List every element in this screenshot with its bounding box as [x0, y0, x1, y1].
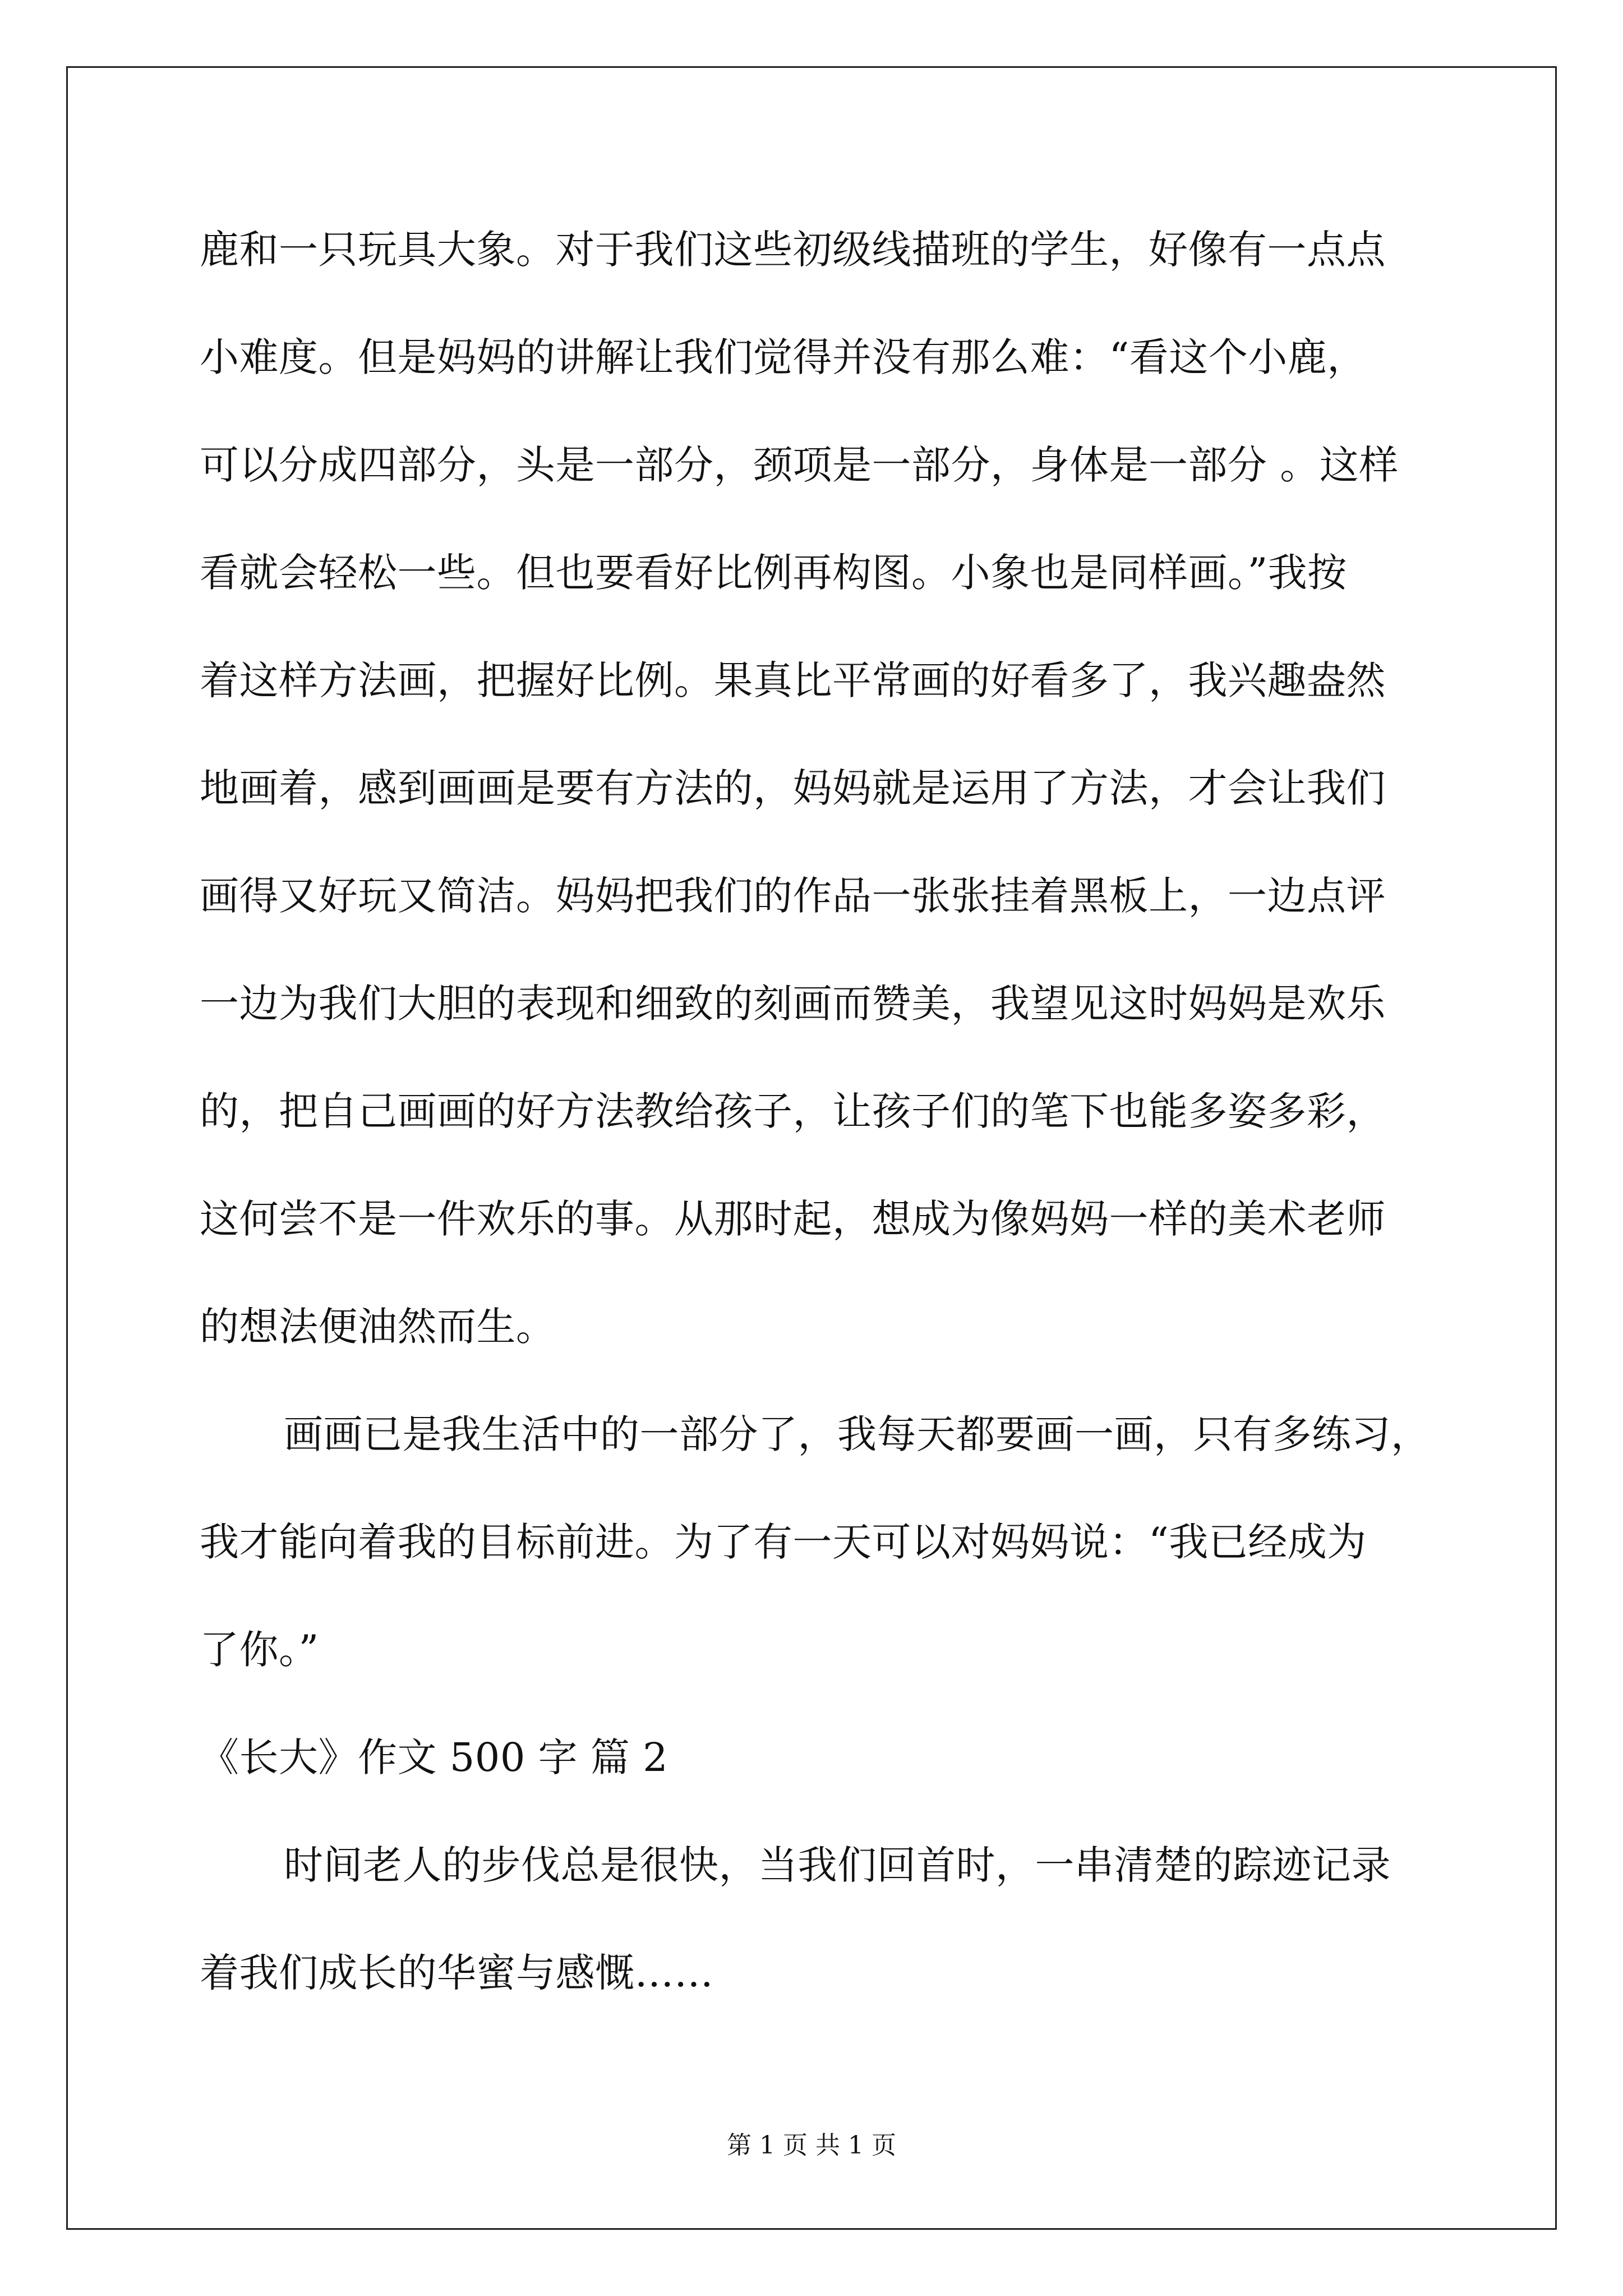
- body-line: 我才能向着我的目标前进。为了有一天可以对妈妈说：“我已经成为: [200, 1519, 1367, 1565]
- paragraph-start-line: 时间老人的步伐总是很快，当我们回首时，一串清楚的踪迹记录: [284, 1842, 1391, 1888]
- body-line: 小难度。但是妈妈的讲解让我们觉得并没有那么难：“看这个小鹿，: [200, 334, 1367, 380]
- body-line: 地画着，感到画画是要有方法的，妈妈就是运用了方法，才会让我们: [200, 765, 1386, 811]
- body-line: 了你。”: [200, 1627, 319, 1673]
- body-line: 看就会轻松一些。但也要看好比例再构图。小象也是同样画。”我按: [200, 550, 1347, 596]
- body-line: 着这样方法画，把握好比例。果真比平常画的好看多了，我兴趣盎然: [200, 657, 1386, 703]
- document-body: [200, 224, 1431, 2055]
- page-number: 第 1 页 共 1 页: [727, 2131, 896, 2160]
- section-heading: 《长大》作文 500 字 篇 2: [200, 1734, 668, 1780]
- body-line: 的，把自己画画的好方法教给孩子，让孩子们的笔下也能多姿多彩，: [200, 1088, 1386, 1134]
- body-line: 画得又好玩又简洁。妈妈把我们的作品一张张挂着黑板上，一边点评: [200, 873, 1386, 919]
- body-line: 这何尝不是一件欢乐的事。从那时起，想成为像妈妈一样的美术老师: [200, 1196, 1386, 1242]
- body-line: 可以分成四部分，头是一部分，颈项是一部分，身体是一部分 。这样: [200, 442, 1399, 488]
- body-line: 一边为我们大胆的表现和细致的刻画而赞美，我望见这时妈妈是欢乐: [200, 981, 1386, 1027]
- body-line: 的想法便油然而生。: [200, 1304, 556, 1350]
- body-line: 鹿和一只玩具大象。对于我们这些初级线描班的学生，好像有一点点: [200, 227, 1386, 273]
- body-line: 着我们成长的华蜜与感慨……: [200, 1950, 714, 1996]
- paragraph-start-line: 画画已是我生活中的一部分了，我每天都要画一画，只有多练习，: [284, 1411, 1431, 1457]
